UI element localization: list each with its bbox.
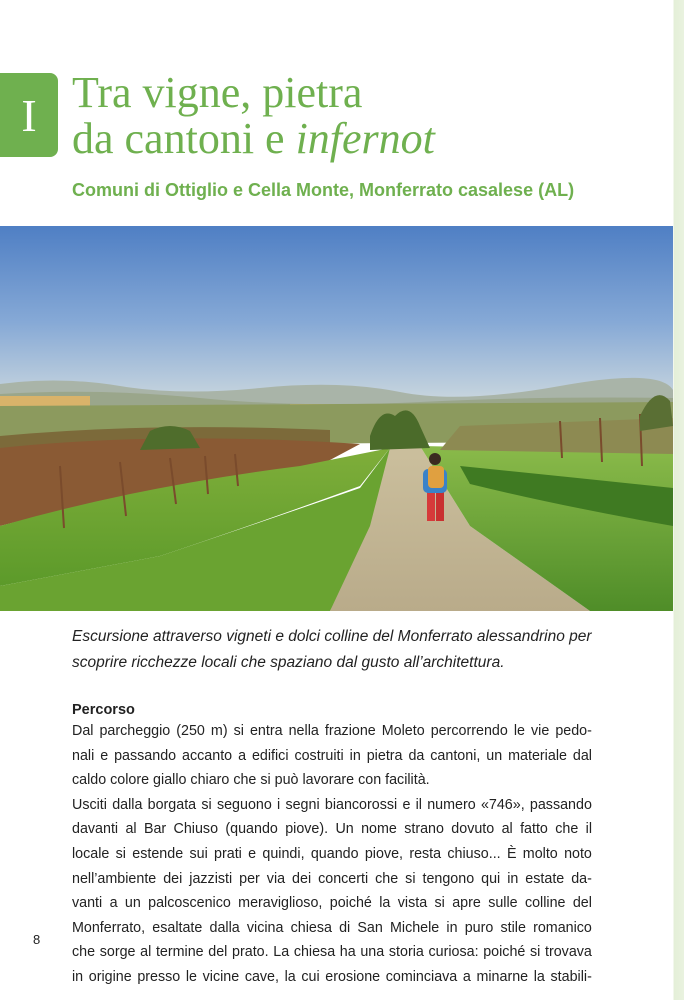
body-word: si <box>233 723 244 739</box>
body-word: pedo- <box>555 723 592 739</box>
body-word: vicina <box>246 919 284 936</box>
photo-caption <box>72 624 632 676</box>
body-paragraph <box>72 719 592 990</box>
body-word: i <box>277 796 281 813</box>
body-word: Moleto <box>381 723 425 739</box>
body-word: davanti <box>72 821 119 838</box>
body-word: sorge <box>99 944 136 961</box>
body-word: nella <box>288 723 319 739</box>
body-word: È <box>506 845 517 862</box>
body-word: caldo colore giallo chiaro che si può lavorare con facilità. <box>72 772 430 789</box>
body-word: prato. <box>232 944 269 961</box>
body-word: San <box>357 919 383 936</box>
body-word: di <box>339 919 351 936</box>
body-word: Michele <box>389 919 440 936</box>
body-word: dei <box>292 870 312 887</box>
body-word: quando <box>310 845 359 862</box>
body-word: del <box>208 944 228 961</box>
body-word: che <box>555 821 579 838</box>
body-word: in <box>507 870 519 887</box>
body-word: parcheggio <box>99 723 171 739</box>
body-word: stile <box>500 919 526 936</box>
body-word: cave, <box>244 968 279 985</box>
body-word: fatto <box>520 821 548 838</box>
body-line <box>72 768 592 793</box>
body-line <box>72 891 592 916</box>
body-line <box>72 817 592 842</box>
body-word: Monferrato, <box>72 919 146 936</box>
body-word: locale <box>72 845 110 862</box>
body-word: colline <box>524 895 566 912</box>
body-word: Dal <box>72 723 94 739</box>
body-word: frazione <box>324 723 376 739</box>
body-word: estate <box>525 870 565 887</box>
body-line <box>72 744 592 769</box>
body-word: accanto <box>182 747 233 764</box>
body-word: minarne <box>476 968 529 985</box>
body-word: a <box>462 968 471 985</box>
body-word: jazzisti <box>189 870 233 887</box>
body-word: dovuto <box>451 821 495 838</box>
body-word: vista <box>397 895 428 912</box>
body-word: in <box>349 747 361 764</box>
body-word: nome <box>361 821 397 838</box>
body-word: pietra <box>366 747 403 764</box>
body-word: un <box>486 747 503 764</box>
body-word: apre <box>452 895 481 912</box>
caption-line-2: scoprire ricchezze locali che spaziano dal gusto all’architettura. <box>72 654 505 671</box>
body-word: vanti <box>72 895 103 912</box>
body-word: una <box>360 944 385 961</box>
page-subtitle: Comuni di Ottiglio e Cella Monte, Monferrato casalese (AL) <box>72 180 575 200</box>
body-word: le <box>185 968 197 985</box>
body-word: dalla <box>112 796 143 813</box>
body-line <box>72 842 592 867</box>
body-word: si <box>530 944 541 961</box>
body-word: puro <box>464 919 494 936</box>
body-word: Chiuso <box>173 821 219 838</box>
body-word: piove, <box>364 845 404 862</box>
chapter-numeral: I <box>21 89 37 141</box>
body-word: presso <box>137 968 181 985</box>
body-word: che <box>72 944 96 961</box>
body-word: Usciti <box>72 796 107 813</box>
body-word: concerti <box>318 870 369 887</box>
body-word: segni <box>285 796 320 813</box>
landscape-photo <box>0 226 673 611</box>
body-word: e <box>402 796 411 813</box>
body-word: le <box>513 723 525 739</box>
body-word: dalla <box>209 919 240 936</box>
body-word: curiosa: <box>428 944 479 961</box>
body-word: esaltate <box>152 919 203 936</box>
body-word: chiesa <box>290 919 332 936</box>
body-word: da <box>408 747 425 764</box>
body-word: quindi, <box>262 845 305 862</box>
body-word: al <box>501 821 513 838</box>
body-word: palcoscenico <box>148 895 231 912</box>
body-line <box>72 940 592 965</box>
body-word: molto <box>522 845 558 862</box>
page-title <box>72 70 652 162</box>
page-number: 8 <box>33 932 41 947</box>
section-heading: Percorso <box>72 702 135 718</box>
body-word: Un <box>335 821 354 838</box>
body-word: seguono <box>216 796 272 813</box>
body-line <box>72 965 592 990</box>
body-word: materiale <box>508 747 567 764</box>
body-word: cominciava <box>385 968 458 985</box>
body-word: nell’ambiente <box>72 870 157 887</box>
body-word: tengono <box>422 870 475 887</box>
body-word: origine <box>88 968 132 985</box>
body-word: La <box>273 944 290 961</box>
body-word: «746», <box>480 796 525 813</box>
body-word: il <box>415 796 422 813</box>
body-word: prati <box>214 845 242 862</box>
body-word: sui <box>189 845 208 862</box>
body-word: da- <box>571 870 592 887</box>
body-word: (250 <box>176 723 205 739</box>
body-word: poiché <box>329 895 372 912</box>
body-word: chiesa <box>293 944 336 961</box>
body-word: chiuso... <box>447 845 501 862</box>
body-word: al <box>140 944 152 961</box>
title-line-2-text: da cantoni e <box>72 114 296 163</box>
body-word: cui <box>301 968 320 985</box>
body-word: e <box>248 845 257 862</box>
body-word: la <box>533 968 545 985</box>
body-line <box>72 719 592 744</box>
caption-line-1: Escursione attraverso vigneti e dolci colline del Monferrato alessandrino per <box>72 628 592 645</box>
body-word: dei <box>163 870 183 887</box>
body-word: ha <box>339 944 356 961</box>
title-line-2 <box>72 116 652 162</box>
body-word: la <box>379 895 391 912</box>
body-word: si <box>201 796 212 813</box>
body-word: resta <box>409 845 442 862</box>
title-italic-word: infernot <box>295 114 435 163</box>
body-word: vie <box>531 723 550 739</box>
body-word: che <box>375 870 399 887</box>
body-word: termine <box>155 944 204 961</box>
body-word: edifici <box>251 747 289 764</box>
body-line <box>72 916 592 941</box>
page-edge-strip <box>672 0 684 1000</box>
title-line-1: Tra vigne, pietra <box>72 68 363 117</box>
body-line <box>72 793 592 818</box>
body-word: la <box>284 968 296 985</box>
body-word: trovava <box>545 944 592 961</box>
body-word: m) <box>210 723 228 739</box>
body-word: percorrendo <box>430 723 508 739</box>
body-word: qui <box>481 870 501 887</box>
body-word: passando <box>114 747 177 764</box>
body-word: a <box>109 895 118 912</box>
body-word: storia <box>388 944 424 961</box>
body-word: si <box>115 845 126 862</box>
body-word: (quando <box>225 821 278 838</box>
body-word: si <box>434 895 445 912</box>
body-word: borgata <box>147 796 197 813</box>
body-word: numero <box>427 796 476 813</box>
body-word: romanico <box>533 919 592 936</box>
body-word: per <box>239 870 260 887</box>
body-word: sulle <box>488 895 518 912</box>
body-word: vicine <box>202 968 240 985</box>
body-word: stabili- <box>550 968 592 985</box>
body-word: erosione <box>325 968 381 985</box>
body-word: un <box>124 895 141 912</box>
body-word: cantoni, <box>430 747 481 764</box>
body-word: costruiti <box>294 747 344 764</box>
body-word: in <box>72 968 84 985</box>
body-word: noto <box>564 845 592 862</box>
body-word: meraviglioso, <box>238 895 323 912</box>
body-word: passando <box>529 796 592 813</box>
body-word: dal <box>572 747 592 764</box>
body-word: via <box>266 870 286 887</box>
body-word: in <box>446 919 458 936</box>
body-word: entra <box>249 723 283 739</box>
body-word: Bar <box>143 821 167 838</box>
body-word: poiché <box>483 944 526 961</box>
body-word: a <box>238 747 247 764</box>
body-word: strano <box>404 821 444 838</box>
body-word: il <box>585 821 592 838</box>
body-word: nali <box>72 747 95 764</box>
body-word: piove). <box>285 821 329 838</box>
body-word: biancorossi <box>324 796 398 813</box>
body-word: del <box>572 895 592 912</box>
body-line <box>72 867 592 892</box>
body-word: estende <box>132 845 184 862</box>
body-word: si <box>405 870 416 887</box>
body-word: al <box>125 821 137 838</box>
body-word: e <box>100 747 109 764</box>
